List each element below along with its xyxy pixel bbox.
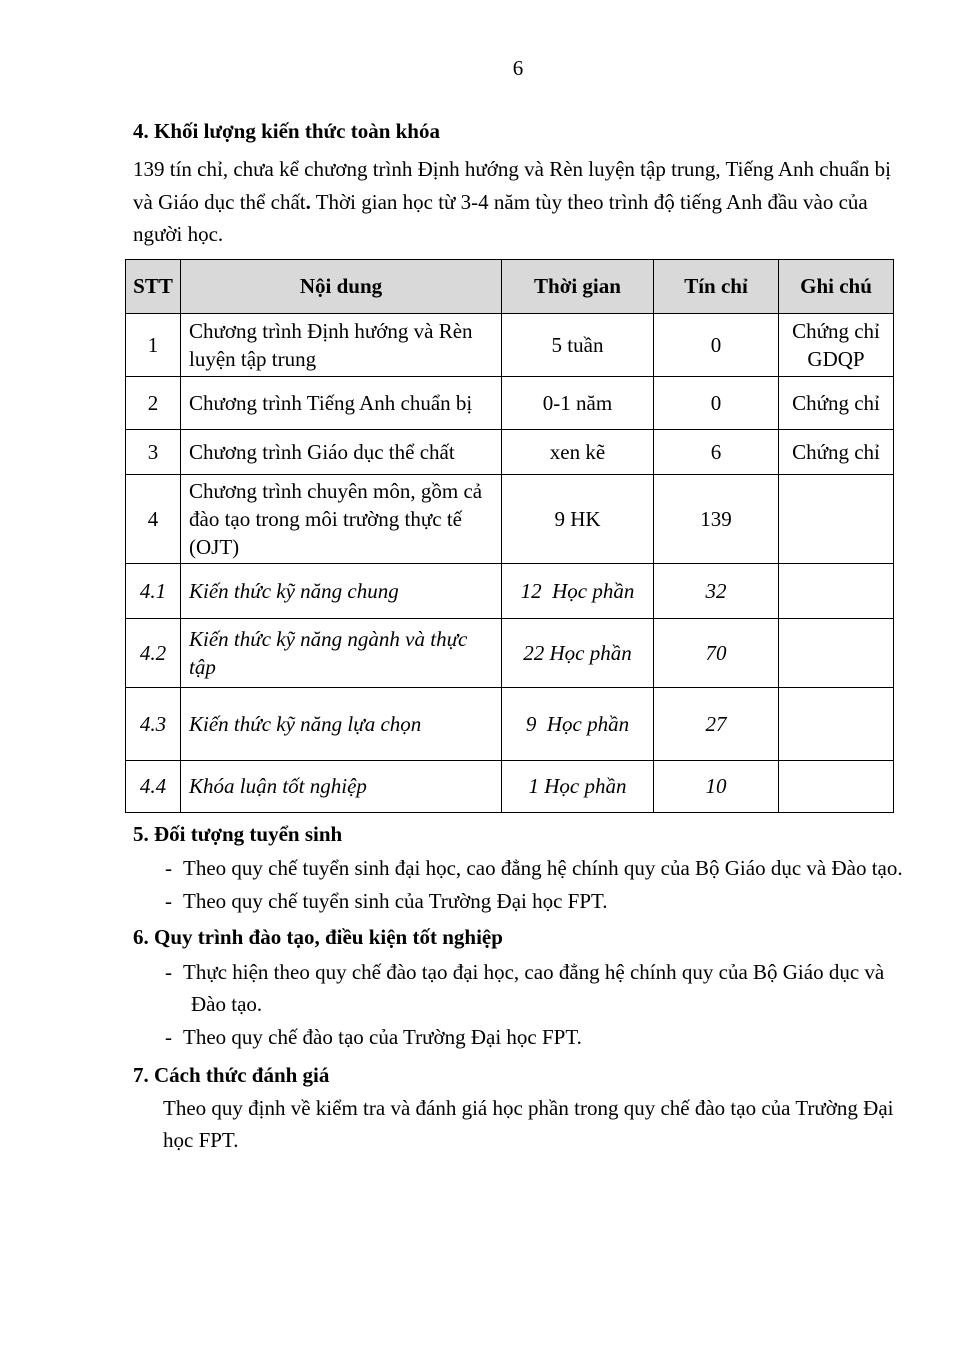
table-row <box>126 563 894 618</box>
cell-noi-dung: Kiến thức kỹ năng ngành và thực tập <box>181 618 502 687</box>
section4-paragraph-part2: Thời gian học từ 3-4 năm tùy theo trình độ tiếng Anh đầu vào của người học. <box>133 189 868 246</box>
table-row <box>126 313 894 376</box>
cell-tin-chi: 0 <box>654 313 779 376</box>
cell-tin-chi: 70 <box>654 618 779 687</box>
header-cell-noi-dung: Nội dung <box>181 259 502 313</box>
cell-noi-dung: Kiến thức kỹ năng chung <box>181 563 502 618</box>
section5-bullets <box>133 852 903 917</box>
cell-noi-dung: Kiến thức kỹ năng lựa chọn <box>181 687 502 760</box>
cell-ghi-chu <box>779 563 894 618</box>
section4-heading: 4. Khối lượng kiến thức toàn khóa <box>133 118 440 143</box>
bullet-item <box>133 852 903 885</box>
cell-noi-dung: Chương trình chuyên môn, gồm cả đào tạo trong môi trường thực tế (OJT) <box>181 474 502 563</box>
cell-tin-chi: 6 <box>654 429 779 474</box>
bullet-item <box>133 956 903 1021</box>
cell-ghi-chu <box>779 618 894 687</box>
cell-stt: 1 <box>126 313 181 376</box>
table-row <box>126 618 894 687</box>
bullet-text: Theo quy chế tuyển sinh của Trường Đại học FPT. <box>183 888 608 913</box>
section7-heading: 7. Cách thức đánh giá <box>133 1063 330 1087</box>
curriculum-table <box>125 259 894 813</box>
cell-tin-chi: 0 <box>654 376 779 429</box>
cell-thoi-gian: 0-1 năm <box>502 376 654 429</box>
section4-paragraph-bold-dot: . <box>305 189 311 214</box>
table-row <box>126 760 894 812</box>
cell-stt: 2 <box>126 376 181 429</box>
table-row <box>126 376 894 429</box>
cell-noi-dung: Khóa luận tốt nghiệp <box>181 760 502 812</box>
cell-thoi-gian: xen kẽ <box>502 429 654 474</box>
table-row <box>126 429 894 474</box>
bullet-text: Thực hiện theo quy chế đào tạo đại học, cao đẳng hệ chính quy của Bộ Giáo dục và Đào tạo. <box>183 959 885 1016</box>
cell-tin-chi: 27 <box>654 687 779 760</box>
cell-stt: 4.1 <box>126 563 181 618</box>
bullet-item <box>133 1021 903 1054</box>
bullet-dash: - <box>165 888 172 913</box>
section4-paragraph-part1: 139 tín chỉ, chưa kể chương trình Định hướng và Rèn luyện tập trung, Tiếng Anh chuẩn bị và Giáo dục thể chất <box>133 157 892 214</box>
cell-ghi-chu: Chứng chỉ <box>779 429 894 474</box>
header-cell-stt: STT <box>126 259 181 313</box>
cell-thoi-gian: 22 Học phần <box>502 618 654 687</box>
cell-noi-dung: Chương trình Định hướng và Rèn luyện tập trung <box>181 313 502 376</box>
cell-noi-dung: Chương trình Giáo dục thể chất <box>181 429 502 474</box>
cell-thoi-gian: 9 Học phần <box>502 687 654 760</box>
table-header-row <box>126 259 894 313</box>
cell-noi-dung: Chương trình Tiếng Anh chuẩn bị <box>181 376 502 429</box>
bullet-dash: - <box>165 856 172 880</box>
section6-bullets <box>133 956 903 1054</box>
section7-body: Theo quy định về kiểm tra và đánh giá học phần trong quy chế đào tạo của Trường Đại học FPT. <box>163 1095 894 1152</box>
bullet-text: Theo quy chế tuyển sinh đại học, cao đẳng hệ chính quy của Bộ Giáo dục và Đào tạo. <box>183 856 903 880</box>
page-content <box>133 0 903 1157</box>
cell-thoi-gian: 1 Học phần <box>502 760 654 812</box>
cell-thoi-gian: 5 tuần <box>502 313 654 376</box>
bullet-text: Theo quy chế đào tạo của Trường Đại học FPT. <box>183 1024 582 1049</box>
cell-thoi-gian: 12 Học phần <box>502 563 654 618</box>
cell-ghi-chu <box>779 474 894 563</box>
section5-heading: 5. Đối tượng tuyển sinh <box>133 821 343 846</box>
cell-ghi-chu <box>779 760 894 812</box>
table-row <box>126 474 894 563</box>
cell-stt: 3 <box>126 429 181 474</box>
header-cell-tin-chi: Tín chỉ <box>654 259 779 313</box>
cell-ghi-chu <box>779 687 894 760</box>
cell-stt: 4 <box>126 474 181 563</box>
header-cell-ghi-chu: Ghi chú <box>779 259 894 313</box>
cell-stt: 4.4 <box>126 760 181 812</box>
bullet-item <box>133 885 903 918</box>
bullet-dash: - <box>165 1024 172 1049</box>
bullet-dash: - <box>165 959 172 984</box>
header-cell-thoi-gian: Thời gian <box>502 259 654 313</box>
section6-heading: 6. Quy trình đào tạo, điều kiện tốt nghiệp <box>133 925 503 949</box>
cell-tin-chi: 139 <box>654 474 779 563</box>
section4-paragraph <box>133 153 903 251</box>
cell-ghi-chu: Chứng chỉ <box>779 376 894 429</box>
cell-tin-chi: 32 <box>654 563 779 618</box>
cell-thoi-gian: 9 HK <box>502 474 654 563</box>
page-number: 6 <box>512 56 524 80</box>
cell-tin-chi: 10 <box>654 760 779 812</box>
cell-stt: 4.2 <box>126 618 181 687</box>
cell-ghi-chu: Chứng chỉ GDQP <box>779 313 894 376</box>
table-row <box>126 687 894 760</box>
cell-stt: 4.3 <box>126 687 181 760</box>
